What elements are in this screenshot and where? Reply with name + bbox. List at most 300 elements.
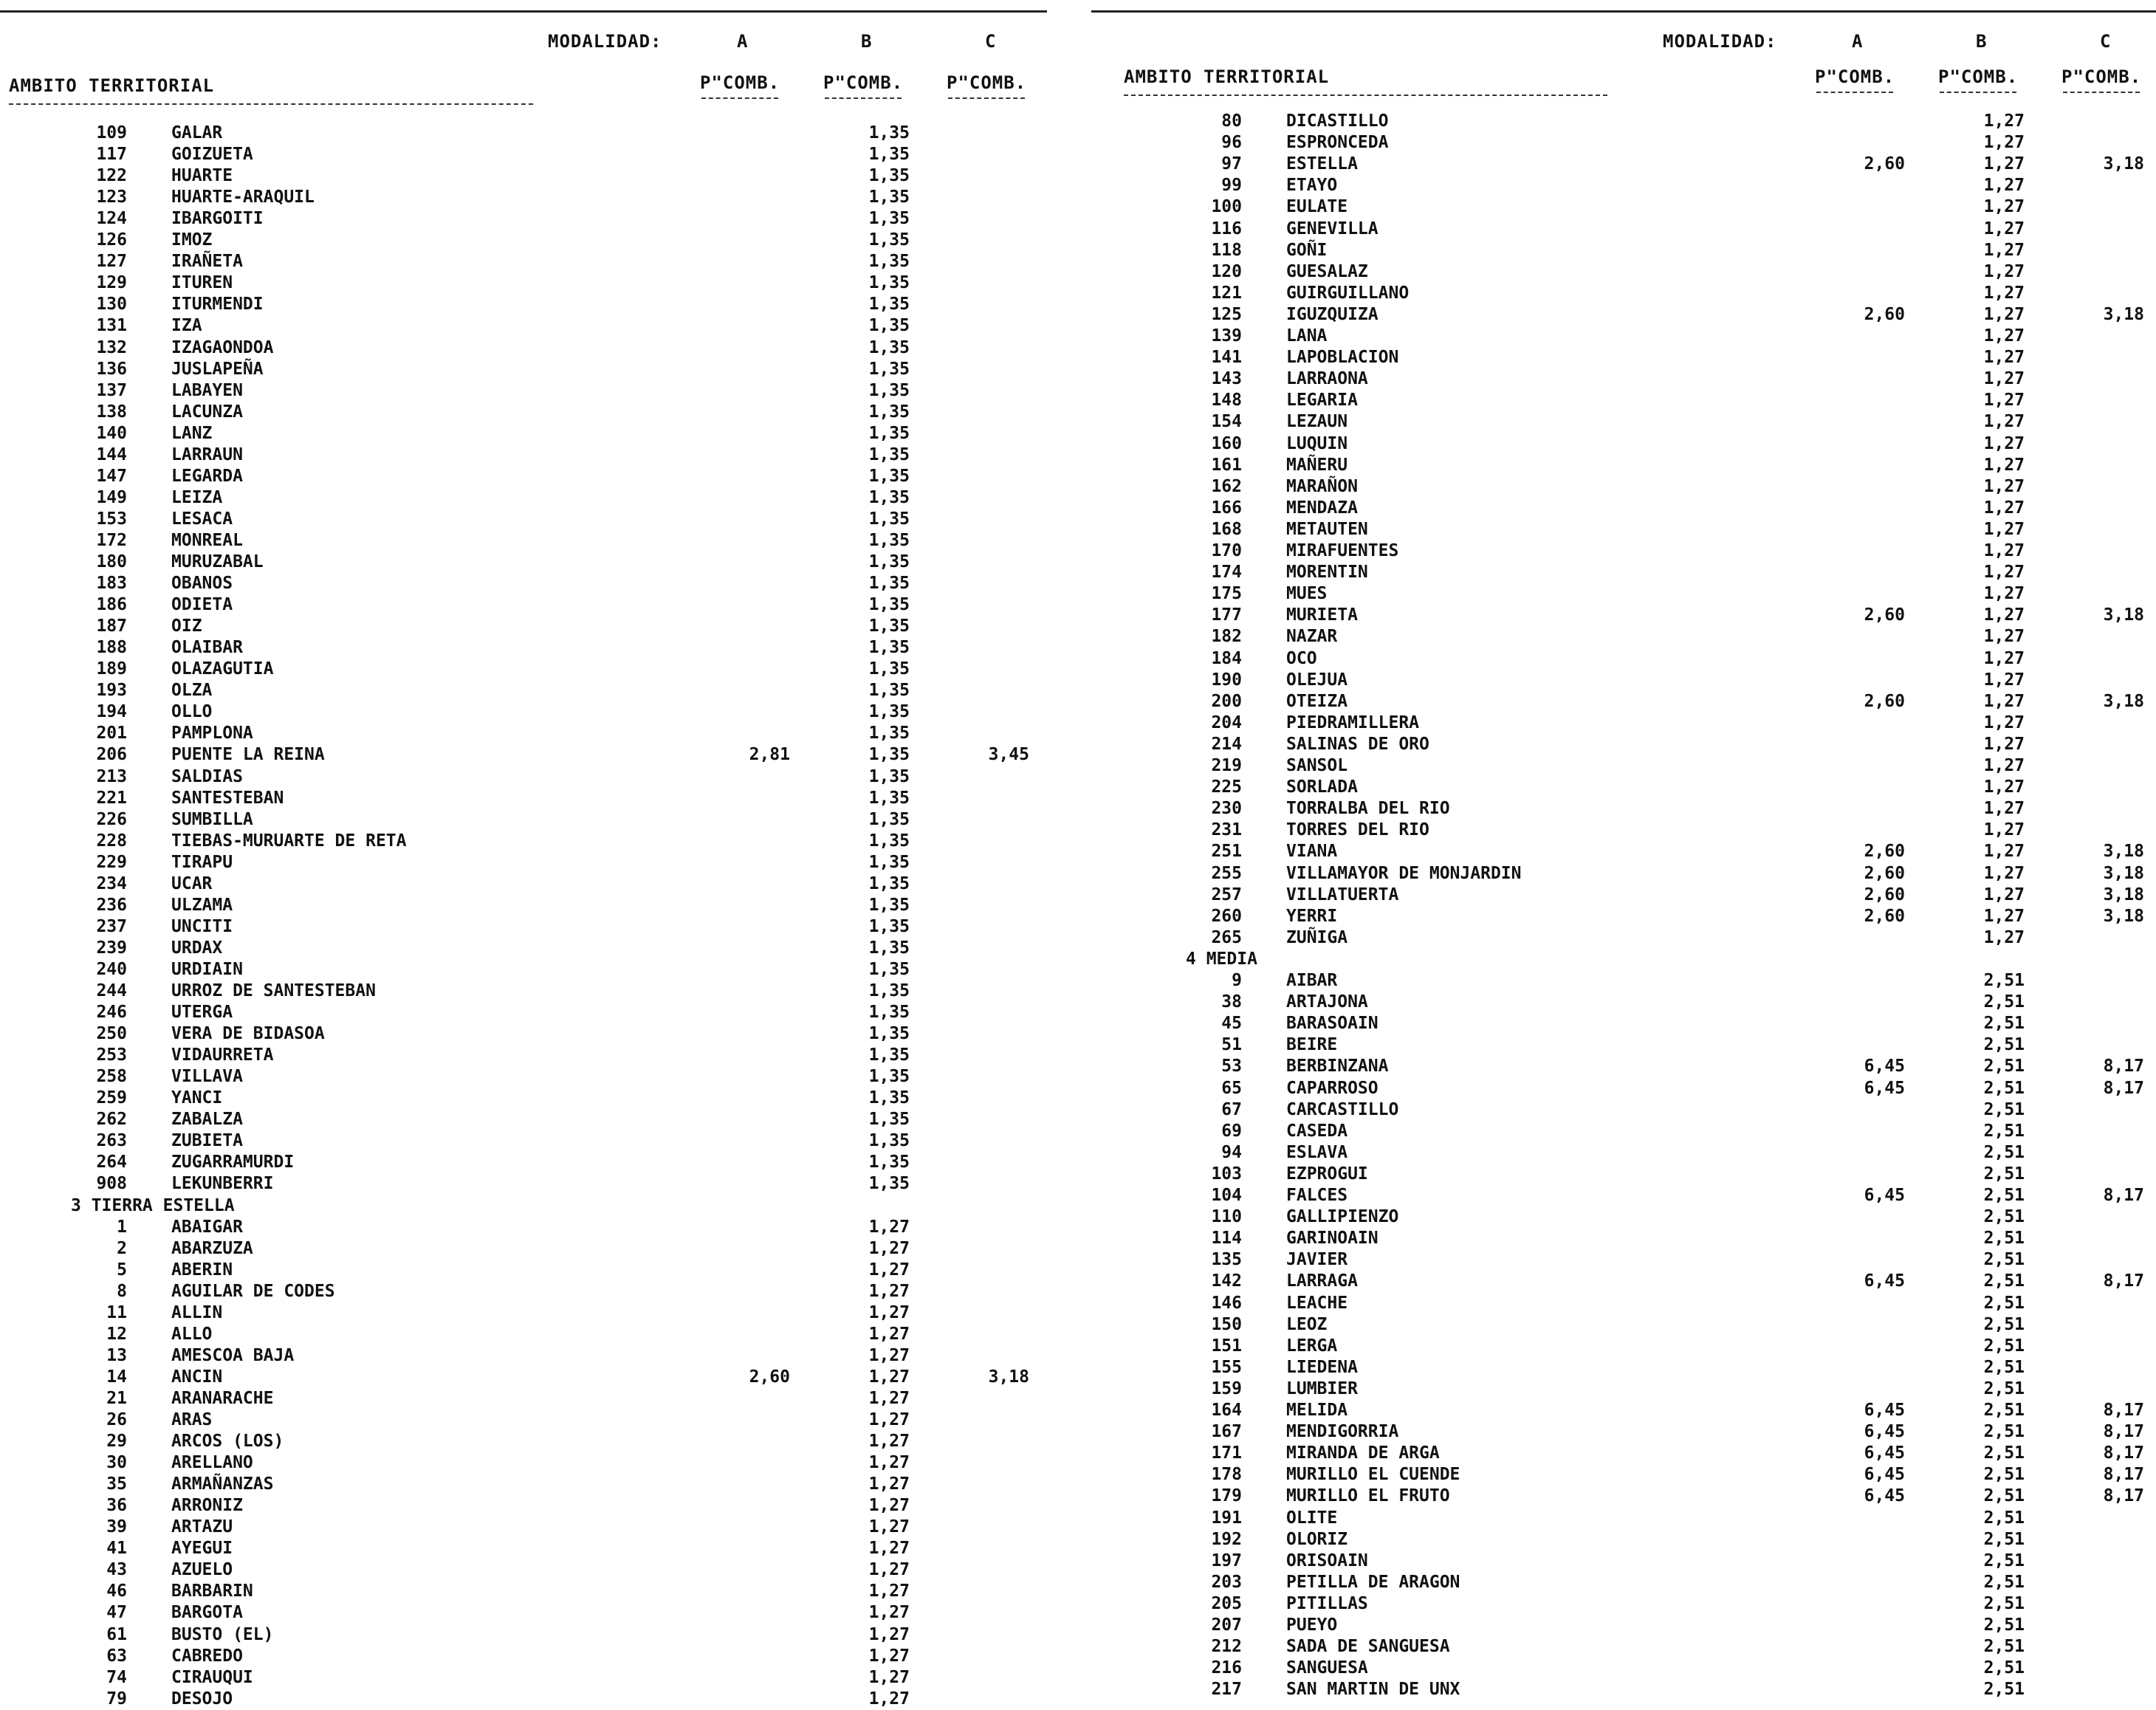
- value-b: 1,27: [1983, 476, 2025, 496]
- table-row: [1115, 498, 2156, 519]
- value-b: 1,35: [868, 873, 910, 893]
- municipality-name: ESLAVA: [1286, 1142, 1348, 1162]
- table-row: [1115, 1529, 2156, 1551]
- municipality-name: METAUTEN: [1286, 519, 1368, 539]
- value-c: 8,17: [2103, 1443, 2144, 1463]
- table-row: [0, 701, 1041, 723]
- municipality-name: DESOJO: [171, 1689, 233, 1709]
- table-row: [1115, 433, 2156, 455]
- municipality-code: 103: [1211, 1164, 1242, 1184]
- column-b-header: B: [861, 31, 873, 52]
- table-row: [0, 1302, 1041, 1324]
- table-row: [0, 1130, 1041, 1152]
- municipality-code: 117: [96, 145, 127, 165]
- value-b: 2,51: [1983, 1314, 2025, 1334]
- column-c-underline: [948, 97, 1025, 99]
- table-row: [1115, 1378, 2156, 1400]
- value-b: 2,51: [1983, 1486, 2025, 1506]
- table-row: [1115, 626, 2156, 648]
- table-row: [1115, 885, 2156, 906]
- municipality-name: MELIDA: [1286, 1401, 1348, 1420]
- column-a-underline: [1816, 92, 1893, 93]
- column-c-header: C: [985, 31, 997, 52]
- value-b: 1,27: [868, 1689, 910, 1709]
- value-b: 1,27: [868, 1582, 910, 1601]
- value-b: 1,27: [868, 1667, 910, 1687]
- municipality-code: 13: [106, 1345, 127, 1365]
- value-b: 1,27: [1983, 111, 2025, 131]
- value-c: 3,18: [2103, 906, 2144, 926]
- table-row: [0, 1367, 1041, 1388]
- municipality-name: URDIAIN: [171, 959, 243, 979]
- municipality-name: SANTESTEBAN: [171, 788, 284, 808]
- table-row: [0, 165, 1041, 187]
- value-b: 1,35: [868, 552, 910, 571]
- municipality-code: 9: [1232, 971, 1242, 990]
- table-row: [1115, 734, 2156, 755]
- municipality-code: 120: [1211, 261, 1242, 281]
- value-b: 1,27: [868, 1217, 910, 1237]
- table-row: [1115, 1185, 2156, 1206]
- municipality-name: LESACA: [171, 509, 233, 529]
- municipality-code: 262: [96, 1110, 127, 1130]
- table-row: [0, 916, 1041, 938]
- table-row: [1115, 1034, 2156, 1056]
- municipality-name: SANSOL: [1286, 756, 1348, 775]
- municipality-name: ALLIN: [171, 1302, 223, 1322]
- table-row: [0, 723, 1041, 744]
- municipality-name: ARMAÑANZAS: [171, 1474, 274, 1494]
- municipality-code: 229: [96, 852, 127, 872]
- municipality-code: 231: [1211, 820, 1242, 840]
- value-a: 6,45: [1864, 1422, 1905, 1442]
- table-row: [1115, 1121, 2156, 1142]
- municipality-code: 126: [96, 230, 127, 250]
- municipality-name: SANGUESA: [1286, 1658, 1368, 1678]
- municipality-name: LERGA: [1286, 1336, 1338, 1356]
- municipality-code: 132: [96, 337, 127, 357]
- municipality-code: 38: [1221, 992, 1242, 1012]
- table-row: [1115, 712, 2156, 734]
- value-b: 1,27: [868, 1496, 910, 1516]
- table-row: [1115, 1679, 2156, 1700]
- municipality-code: 204: [1211, 712, 1242, 732]
- value-b: 1,27: [1983, 885, 2025, 904]
- table-row: [1115, 283, 2156, 304]
- municipality-code: 39: [106, 1517, 127, 1537]
- municipality-code: 205: [1211, 1593, 1242, 1613]
- table-row: [0, 359, 1041, 380]
- municipality-code: 182: [1211, 627, 1242, 647]
- table-row: [0, 809, 1041, 831]
- ambito-underline: [9, 103, 533, 105]
- municipality-code: 257: [1211, 885, 1242, 904]
- municipality-name: SALINAS DE ORO: [1286, 734, 1429, 754]
- value-c: 3,18: [2103, 304, 2144, 324]
- table-row: [0, 509, 1041, 530]
- municipality-name: CIRAUQUI: [171, 1667, 253, 1687]
- municipality-code: 36: [106, 1496, 127, 1516]
- value-b: 1,27: [1983, 261, 2025, 281]
- value-b: 1,27: [1983, 584, 2025, 604]
- value-a: 6,45: [1864, 1057, 1905, 1077]
- value-c: 3,18: [2103, 605, 2144, 625]
- municipality-name: HUARTE: [171, 166, 233, 186]
- table-row: [1115, 841, 2156, 862]
- municipality-name: SALDIAS: [171, 766, 243, 786]
- value-b: 2,51: [1983, 1465, 2025, 1485]
- table-row: [0, 659, 1041, 680]
- municipality-name: BEIRE: [1286, 1035, 1338, 1055]
- municipality-name: IZA: [171, 316, 202, 336]
- value-b: 1,27: [868, 1453, 910, 1473]
- table-row: [0, 402, 1041, 423]
- value-b: 2,51: [1983, 1422, 2025, 1442]
- value-b: 2,51: [1983, 1443, 2025, 1463]
- table-row: [0, 788, 1041, 809]
- table-row: [1115, 132, 2156, 154]
- municipality-code: 63: [106, 1646, 127, 1666]
- municipality-name: VIANA: [1286, 842, 1338, 862]
- municipality-name: OLLO: [171, 702, 213, 722]
- value-b: 1,35: [868, 895, 910, 915]
- municipality-name: MENDAZA: [1286, 498, 1358, 518]
- municipality-name: GOIZUETA: [171, 145, 253, 165]
- municipality-name: JUSLAPEÑA: [171, 359, 264, 379]
- municipality-name: VERA DE BIDASOA: [171, 1024, 325, 1044]
- municipality-code: 130: [96, 295, 127, 315]
- value-b: 1,35: [868, 466, 910, 486]
- value-b: 1,27: [1983, 842, 2025, 862]
- value-a: 2,60: [1864, 842, 1905, 862]
- table-row: [1115, 347, 2156, 368]
- municipality-code: 139: [1211, 326, 1242, 346]
- table-row: [1115, 1636, 2156, 1658]
- municipality-name: AMESCOA BAJA: [171, 1345, 295, 1365]
- value-b: 2,51: [1983, 1186, 2025, 1205]
- municipality-code: 188: [96, 638, 127, 658]
- table-row: [0, 1452, 1041, 1474]
- table-row: [1115, 326, 2156, 347]
- value-c: 8,17: [2103, 1401, 2144, 1420]
- table-row: [1115, 476, 2156, 498]
- municipality-name: MORENTIN: [1286, 563, 1368, 583]
- municipality-name: PAMPLONA: [171, 724, 253, 744]
- table-row: [1115, 927, 2156, 949]
- municipality-name: BARASOAIN: [1286, 1014, 1379, 1034]
- table-row: [0, 573, 1041, 594]
- municipality-code: 8: [117, 1281, 127, 1301]
- value-b: 1,35: [868, 766, 910, 786]
- municipality-code: 216: [1211, 1658, 1242, 1678]
- table-row: [0, 1281, 1041, 1302]
- table-row: [0, 230, 1041, 251]
- value-b: 1,27: [1983, 498, 2025, 518]
- value-b: 2,51: [1983, 1658, 2025, 1678]
- municipality-code: 79: [106, 1689, 127, 1709]
- municipality-code: 26: [106, 1410, 127, 1429]
- value-b: 1,35: [868, 337, 910, 357]
- value-b: 1,27: [1983, 391, 2025, 411]
- municipality-code: 2: [117, 1238, 127, 1258]
- municipality-code: 225: [1211, 777, 1242, 797]
- value-a: 6,45: [1864, 1486, 1905, 1506]
- municipality-code: 200: [1211, 691, 1242, 711]
- table-row: [0, 938, 1041, 959]
- municipality-name: TORRALBA DEL RIO: [1286, 799, 1450, 819]
- municipality-name: LANZ: [171, 423, 213, 443]
- value-c: 8,17: [2103, 1271, 2144, 1291]
- value-a: 2,60: [1864, 906, 1905, 926]
- table-row: [1115, 670, 2156, 691]
- value-b: 2,51: [1983, 1293, 2025, 1313]
- table-row: [0, 315, 1041, 337]
- municipality-code: 251: [1211, 842, 1242, 862]
- municipality-name: UNCITI: [171, 916, 233, 936]
- municipality-name: PUENTE LA REINA: [171, 745, 325, 765]
- municipality-name: MURIETA: [1286, 605, 1358, 625]
- municipality-name: YANCI: [171, 1088, 223, 1108]
- municipality-name: TORRES DEL RIO: [1286, 820, 1429, 840]
- modalidad-label: MODALIDAD:: [548, 31, 662, 52]
- column-a-header: A: [1852, 31, 1864, 52]
- value-c: 8,17: [2103, 1057, 2144, 1077]
- municipality-code: 230: [1211, 799, 1242, 819]
- table-row: [1115, 540, 2156, 562]
- municipality-name: IGUZQUIZA: [1286, 304, 1379, 324]
- table-row: [0, 1388, 1041, 1409]
- table-row: [1115, 1271, 2156, 1292]
- table-row: [0, 1345, 1041, 1367]
- value-b: 1,27: [1983, 154, 2025, 174]
- municipality-name: ESTELLA: [1286, 154, 1358, 174]
- table-row: [1115, 455, 2156, 476]
- table-row: [0, 1624, 1041, 1646]
- municipality-name: ARTAJONA: [1286, 992, 1368, 1012]
- municipality-name: LEIZA: [171, 487, 223, 507]
- value-b: 1,35: [868, 659, 910, 679]
- value-c: 3,18: [2103, 885, 2144, 904]
- value-b: 1,35: [868, 959, 910, 979]
- municipality-name: ARAS: [171, 1410, 213, 1429]
- municipality-code: 219: [1211, 756, 1242, 775]
- value-a: 6,45: [1864, 1186, 1905, 1205]
- table-row: [0, 1002, 1041, 1023]
- table-row: [1115, 1593, 2156, 1615]
- value-b: 1,35: [868, 595, 910, 615]
- municipality-name: IZAGAONDOA: [171, 337, 274, 357]
- municipality-code: 234: [96, 873, 127, 893]
- municipality-code: 67: [1221, 1099, 1242, 1119]
- value-b: 1,27: [1983, 283, 2025, 303]
- municipality-code: 129: [96, 273, 127, 293]
- municipality-name: LARRAONA: [1286, 369, 1368, 389]
- municipality-code: 186: [96, 595, 127, 615]
- municipality-name: OCO: [1286, 648, 1317, 668]
- value-a: 6,45: [1864, 1401, 1905, 1420]
- municipality-name: AZUELO: [171, 1560, 233, 1580]
- value-b: 1,27: [1983, 799, 2025, 819]
- municipality-name: ITUREN: [171, 273, 233, 293]
- value-b: 1,35: [868, 145, 910, 165]
- table-row: [0, 852, 1041, 873]
- value-b: 1,27: [868, 1238, 910, 1258]
- municipality-name: ZABALZA: [171, 1110, 243, 1130]
- table-row: [0, 1538, 1041, 1559]
- municipality-name: MENDIGORRIA: [1286, 1422, 1399, 1442]
- table-row: [0, 1238, 1041, 1260]
- municipality-code: 125: [1211, 304, 1242, 324]
- table-row: [0, 1517, 1041, 1538]
- value-b: 1,35: [868, 509, 910, 529]
- table-row: [1115, 648, 2156, 670]
- column-b-underline: [825, 97, 902, 99]
- value-c: 3,18: [2103, 154, 2144, 174]
- table-row: [1115, 863, 2156, 885]
- value-a: 2,60: [749, 1367, 790, 1387]
- municipality-name: VILLAVA: [171, 1067, 243, 1087]
- municipality-name: UCAR: [171, 873, 213, 893]
- value-a: 2,60: [1864, 885, 1905, 904]
- municipality-name: ABERIN: [171, 1260, 233, 1280]
- municipality-code: 110: [1211, 1207, 1242, 1227]
- table-row: [1115, 1249, 2156, 1271]
- table-row: [0, 680, 1041, 701]
- table-row: [0, 1109, 1041, 1130]
- municipality-name: ARELLANO: [171, 1453, 253, 1473]
- value-b: 1,35: [868, 380, 910, 400]
- table-row: [1115, 519, 2156, 540]
- table-row: [0, 552, 1041, 573]
- table-row: [1115, 411, 2156, 433]
- table-row: [0, 530, 1041, 552]
- municipality-code: 221: [96, 788, 127, 808]
- municipality-name: PETILLA DE ARAGON: [1286, 1572, 1460, 1592]
- municipality-name: TIRAPU: [171, 852, 233, 872]
- value-b: 1,27: [1983, 176, 2025, 196]
- table-row: [0, 1559, 1041, 1581]
- municipality-name: URROZ DE SANTESTEBAN: [171, 981, 376, 1000]
- table-row: [1115, 240, 2156, 261]
- value-b: 1,35: [868, 423, 910, 443]
- municipality-code: 192: [1211, 1529, 1242, 1549]
- municipality-name: TIEBAS-MURUARTE DE RETA: [171, 831, 407, 851]
- value-b: 2,51: [1983, 1551, 2025, 1570]
- table-row: [1115, 175, 2156, 196]
- municipality-name: MIRANDA DE ARGA: [1286, 1443, 1440, 1463]
- table-row: [1115, 583, 2156, 605]
- value-a: 2,60: [1864, 691, 1905, 711]
- value-b: 2,51: [1983, 1121, 2025, 1141]
- table-row: [0, 187, 1041, 208]
- table-row: [1115, 304, 2156, 326]
- municipality-code: 147: [96, 466, 127, 486]
- table-row: [1115, 820, 2156, 841]
- value-b: 1,27: [1983, 927, 2025, 947]
- municipality-name: DICASTILLO: [1286, 111, 1389, 131]
- municipality-name: OLAZAGUTIA: [171, 659, 274, 679]
- value-b: 1,27: [868, 1624, 910, 1644]
- municipality-code: 214: [1211, 734, 1242, 754]
- municipality-code: 138: [96, 402, 127, 422]
- municipality-code: 51: [1221, 1035, 1242, 1055]
- municipality-code: 170: [1211, 541, 1242, 560]
- municipality-code: 118: [1211, 240, 1242, 260]
- value-b: 1,35: [868, 444, 910, 464]
- value-b: 1,27: [1983, 734, 2025, 754]
- municipality-name: GUESALAZ: [1286, 261, 1368, 281]
- value-b: 1,27: [868, 1517, 910, 1537]
- municipality-name: LARRAGA: [1286, 1271, 1358, 1291]
- municipality-name: MURILLO EL FRUTO: [1286, 1486, 1450, 1506]
- municipality-name: PIEDRAMILLERA: [1286, 712, 1420, 732]
- municipality-code: 47: [106, 1603, 127, 1623]
- municipality-code: 194: [96, 702, 127, 722]
- municipality-code: 21: [106, 1388, 127, 1408]
- municipality-code: 237: [96, 916, 127, 936]
- table-row: [0, 1431, 1041, 1452]
- municipality-name: CAPARROSO: [1286, 1078, 1379, 1098]
- table-row: [0, 1324, 1041, 1345]
- value-b: 1,27: [1983, 433, 2025, 453]
- table-row: [0, 959, 1041, 981]
- municipality-code: 14: [106, 1367, 127, 1387]
- table-row: [1115, 1400, 2156, 1421]
- municipality-code: 149: [96, 487, 127, 507]
- municipality-name: ANCIN: [171, 1367, 223, 1387]
- value-b: 2,51: [1983, 1271, 2025, 1291]
- value-b: 1,27: [1983, 712, 2025, 732]
- value-b: 1,35: [868, 166, 910, 186]
- table-row: [0, 123, 1041, 144]
- value-c: 8,17: [2103, 1186, 2144, 1205]
- value-b: 1,27: [1983, 820, 2025, 840]
- value-b: 1,35: [868, 209, 910, 229]
- municipality-code: 228: [96, 831, 127, 851]
- municipality-code: 1: [117, 1217, 127, 1237]
- municipality-code: 142: [1211, 1271, 1242, 1291]
- municipality-code: 94: [1221, 1142, 1242, 1162]
- value-b: 1,27: [1983, 777, 2025, 797]
- table-row: [1115, 390, 2156, 411]
- right-table-panel: [1115, 0, 2156, 1708]
- municipality-name: VILLATUERTA: [1286, 885, 1399, 904]
- municipality-code: 43: [106, 1560, 127, 1580]
- municipality-code: 141: [1211, 348, 1242, 368]
- value-c: 3,18: [2103, 691, 2144, 711]
- municipality-name: OLAIBAR: [171, 638, 243, 658]
- municipality-code: 908: [96, 1174, 127, 1194]
- value-b: 1,35: [868, 1067, 910, 1087]
- value-b: 1,35: [868, 617, 910, 636]
- municipality-code: 197: [1211, 1551, 1242, 1570]
- municipality-name: ZUBIETA: [171, 1131, 243, 1151]
- municipality-code: 201: [96, 724, 127, 744]
- municipality-code: 264: [96, 1153, 127, 1172]
- municipality-name: GUIRGUILLANO: [1286, 283, 1410, 303]
- municipality-name: EZPROGUI: [1286, 1164, 1368, 1184]
- value-b: 1,35: [868, 681, 910, 701]
- value-b: 1,27: [1983, 906, 2025, 926]
- municipality-code: 191: [1211, 1508, 1242, 1528]
- value-b: 1,35: [868, 831, 910, 851]
- table-row: [1115, 755, 2156, 777]
- column-b-pcomb-header: P"COMB.: [1938, 66, 2019, 87]
- value-b: 2,51: [1983, 1099, 2025, 1119]
- value-b: 1,35: [868, 1003, 910, 1023]
- value-b: 2,51: [1983, 1680, 2025, 1700]
- value-c: 8,17: [2103, 1078, 2144, 1098]
